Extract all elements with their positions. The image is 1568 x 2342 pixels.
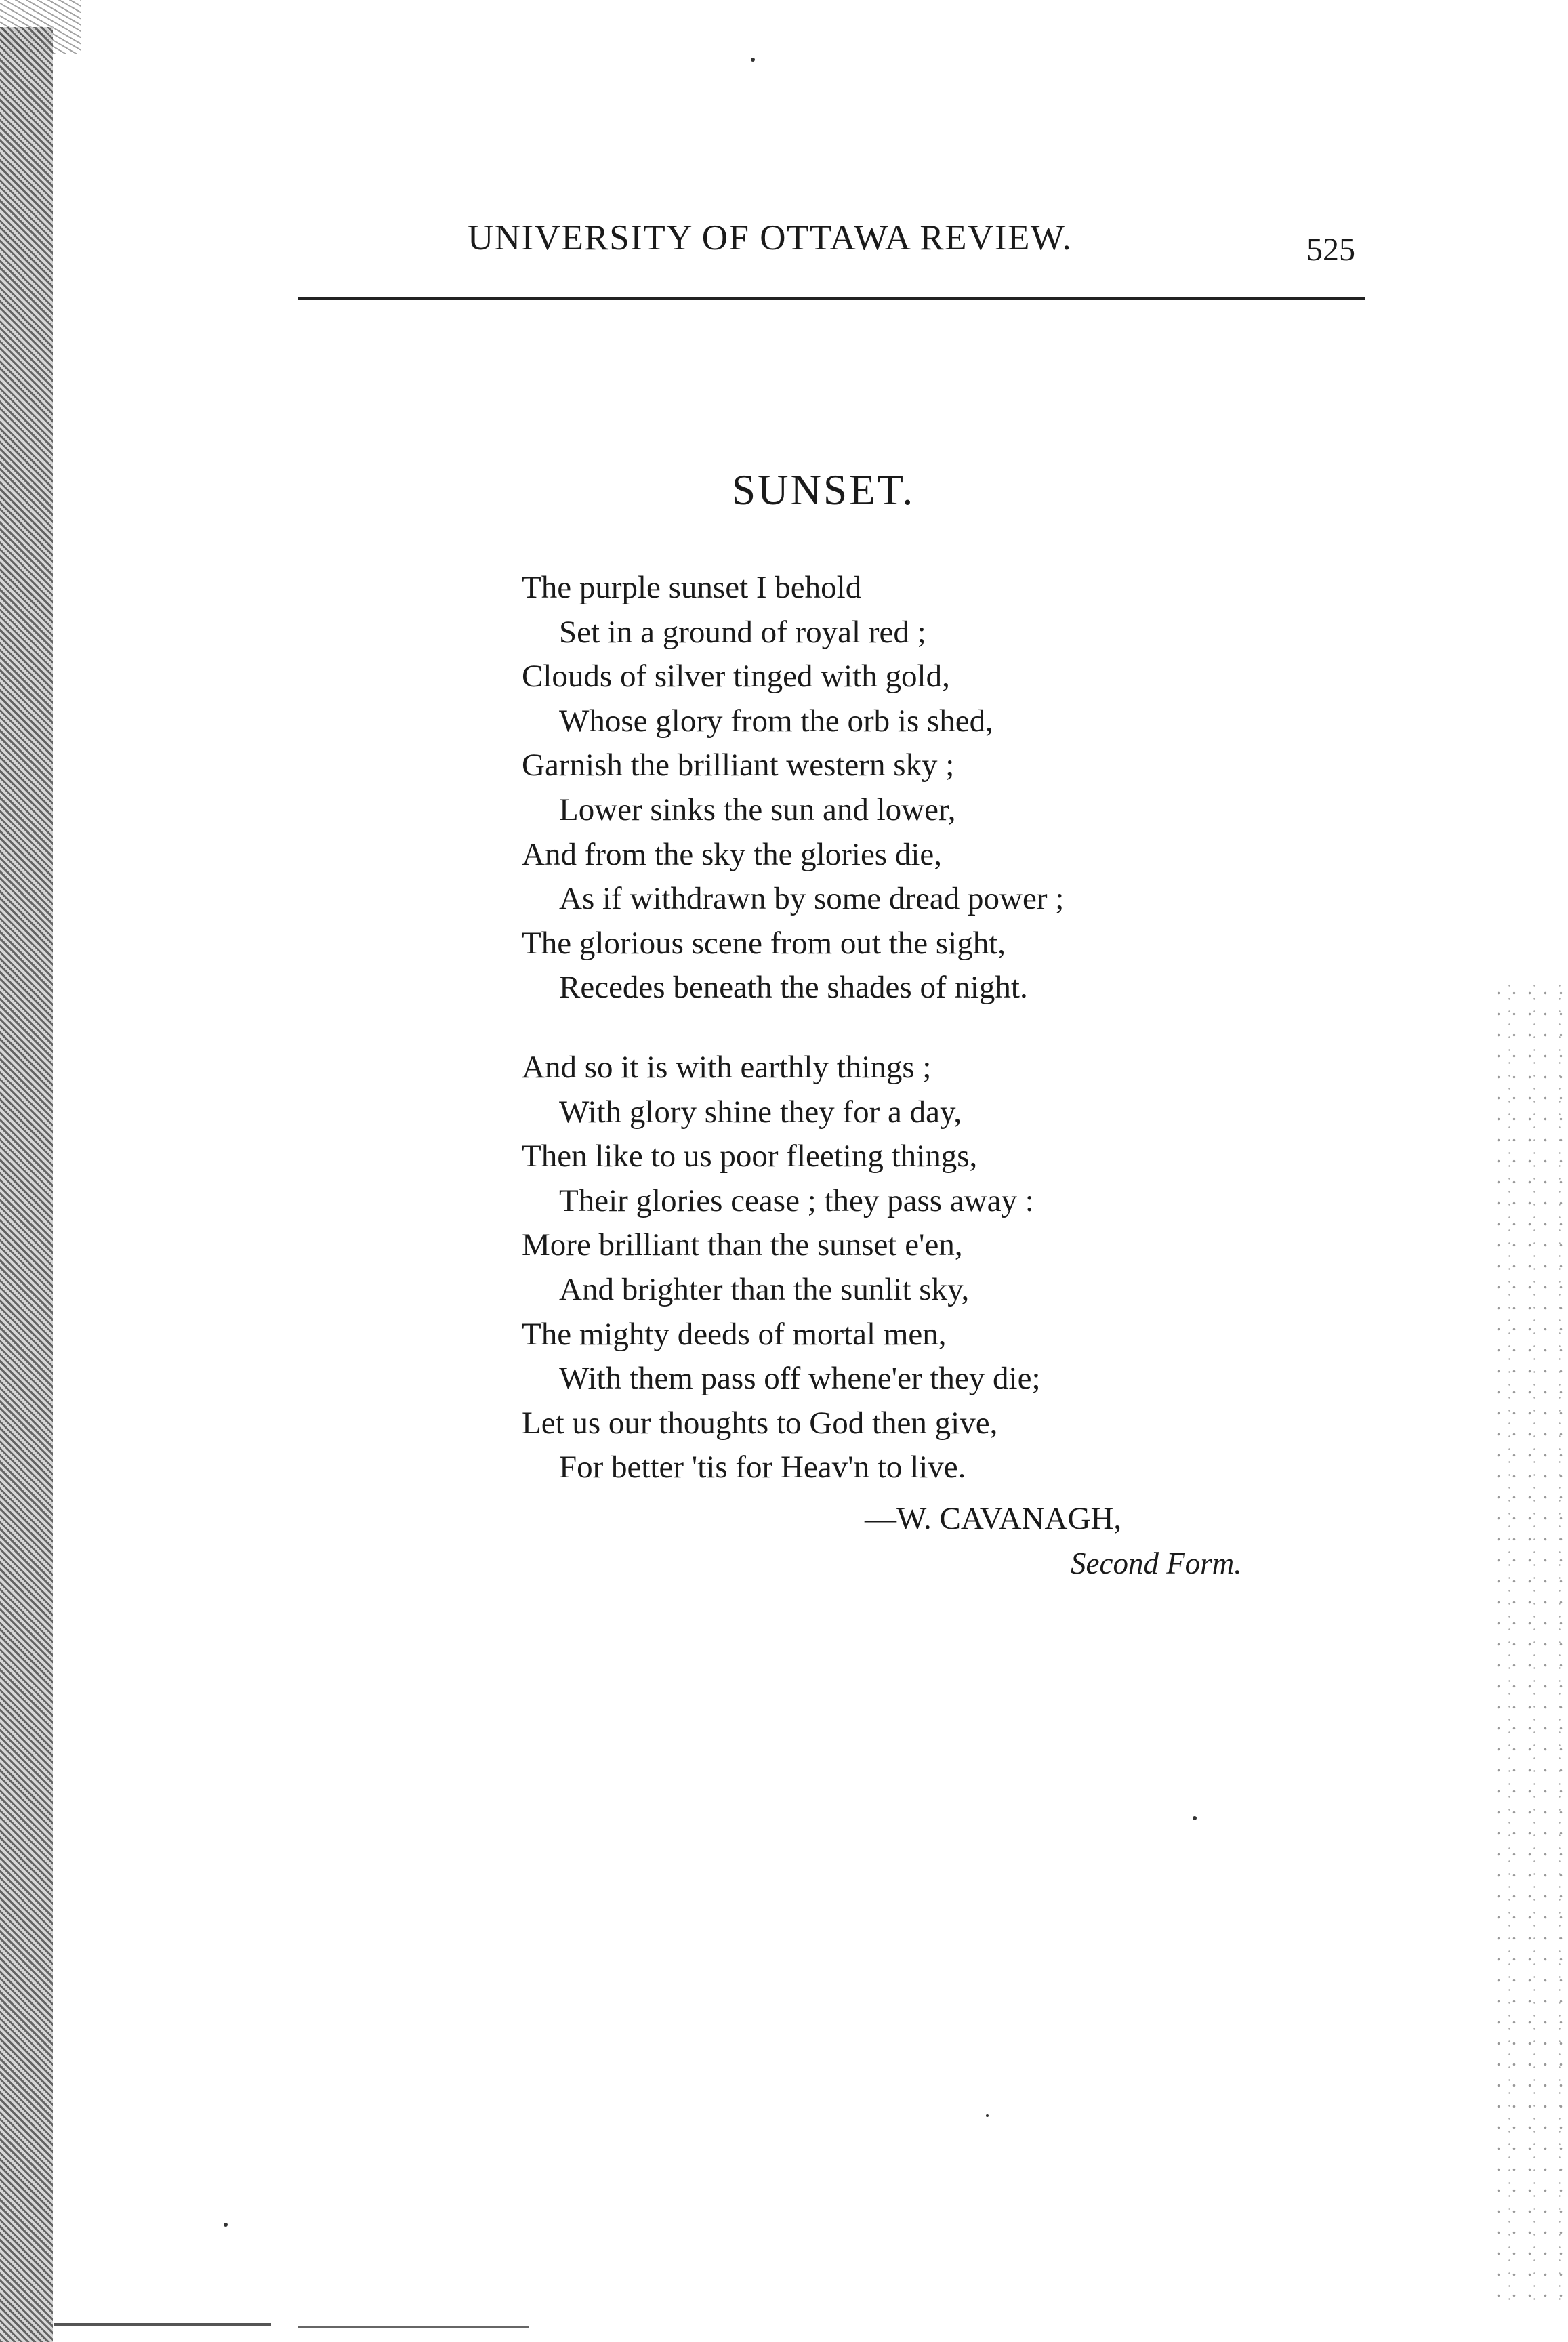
poem-line: The glorious scene from out the sight, <box>522 925 1006 961</box>
bottom-rule <box>298 2326 529 2328</box>
poem-line: With them pass off whene'er they die; <box>559 1361 1041 1397</box>
poem-line: Let us our thoughts to God then give, <box>522 1405 998 1441</box>
poem-line: Their glories cease ; they pass away : <box>559 1183 1034 1218</box>
header-rule <box>298 297 1365 300</box>
poem-title: SUNSET. <box>732 466 915 514</box>
poem-line: For better 'tis for Heav'n to live. <box>559 1450 966 1485</box>
stanza-2 <box>522 1046 1064 1490</box>
poem-line: Then like to us poor fleeting things, <box>522 1138 978 1174</box>
author-form: Second Form. <box>1071 1546 1242 1580</box>
poem-line: With glory shine they for a day, <box>559 1094 962 1130</box>
poem-line: The purple sunset I behold <box>522 570 862 605</box>
poem-line: And brighter than the sunlit sky, <box>559 1271 970 1307</box>
poem-line: And so it is with earthly things ; <box>522 1049 932 1085</box>
speck <box>224 2223 228 2227</box>
author-name: AVANAGH, <box>960 1501 1122 1536</box>
poem-line: Set in a ground of royal red ; <box>559 614 926 650</box>
poem-line: As if withdrawn by some dread power ; <box>559 881 1065 917</box>
edge-speckle <box>1491 983 1568 2304</box>
speck <box>751 58 755 62</box>
poem-line: More brilliant than the sunset e'en, <box>522 1227 963 1263</box>
poem-line: The mighty deeds of mortal men, <box>522 1316 947 1352</box>
poem-line: Garnish the brilliant western sky ; <box>522 747 955 783</box>
speck <box>1193 1816 1197 1820</box>
poem-line: Lower sinks the sun and lower, <box>559 792 956 827</box>
binding-edge <box>0 27 53 2342</box>
poem-body <box>522 566 1064 1490</box>
running-title: UNIVERSITY OF OTTAWA REVIEW. <box>468 218 1073 258</box>
poem-line: And from the sky the glories die, <box>522 836 943 872</box>
author-prefix: —W. C <box>865 1501 961 1536</box>
stanza-1 <box>522 566 1064 1010</box>
bottom-rule <box>54 2323 271 2326</box>
poem-line: Whose glory from the orb is shed, <box>559 703 993 739</box>
author-attribution <box>865 1503 1121 1535</box>
page-number: 525 <box>1306 232 1355 268</box>
poem-line: Clouds of silver tinged with gold, <box>522 659 950 695</box>
poem-line: Recedes beneath the shades of night. <box>559 970 1028 1006</box>
speck <box>986 2114 989 2117</box>
